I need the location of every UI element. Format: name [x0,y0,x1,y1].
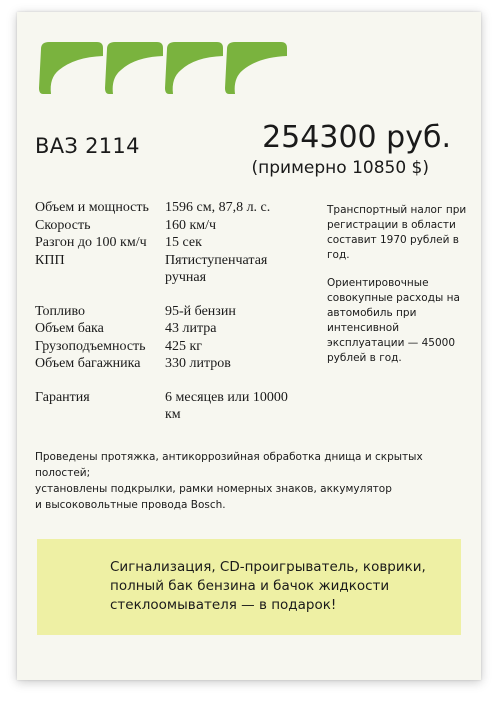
tax-note: Транспортный налог при регистрации в области составит 1970 рублей в год. [327,204,467,261]
spec-label: Объем и мощность [35,200,149,215]
price-rub: 254300 руб. [262,120,451,155]
services-line: и высоковольтные провода Bosch. [35,499,226,511]
spec-label: Топливо [35,303,85,319]
gift-text [110,558,450,615]
spec-label: Скорость [35,217,91,233]
spec-row [35,252,290,287]
spec-value: 1596 см, 87,8 л. с. [165,200,271,215]
price-sheet [17,12,481,680]
spec-value: 95-й бензин [165,303,236,319]
spec-row [35,389,290,424]
services-line: установлены подкрылки, рамки номерных знаков, аккумулятор [35,483,392,495]
lada-logo-icon [37,40,297,96]
spec-value: 330 литров [165,356,231,371]
spec-value: Пятиступенчатая ручная [165,252,268,285]
services-text [35,449,465,513]
spec-value: 6 месяцев или 10000 км [165,389,288,422]
gift-line: Сигнализация, CD-проигрыватель, коврики, [110,559,426,575]
spec-label: Объем бака [35,321,104,336]
gift-line: полный бак бензина и бачок жидкости [110,578,390,594]
spec-value: 43 литра [165,321,217,336]
expenses-note: Ориентировочные совокупные расходы на автомобиль при интенсивной эксплуатации — 45000 рублей в год. [327,277,460,364]
spec-row [35,355,290,373]
gift-box [37,539,461,635]
spec-label: Грузоподъемность [35,338,146,354]
car-model: ВАЗ 2114 [35,134,140,158]
spec-row [35,320,290,338]
spec-label: Объем багажника [35,356,141,371]
spec-value: 425 кг [165,338,203,354]
side-notes [327,203,477,379]
spec-label: Гарантия [35,389,90,405]
spec-label: Разгон до 100 км/ч [35,235,147,250]
gift-line: стеклоомывателя — в подарок! [110,597,337,613]
spec-row [35,234,290,252]
spec-value: 160 км/ч [165,217,217,233]
spec-row [35,199,290,217]
spec-row [35,338,290,356]
specs-table [35,199,290,424]
services-line: Проведены протяжка, антикоррозийная обработка днища и скрытых полостей; [35,451,423,479]
price-usd: (примерно 10850 $) [251,158,429,178]
spec-label: КПП [35,252,65,268]
spec-row [35,217,290,235]
spec-value: 15 сек [165,235,202,250]
spec-row [35,303,290,321]
